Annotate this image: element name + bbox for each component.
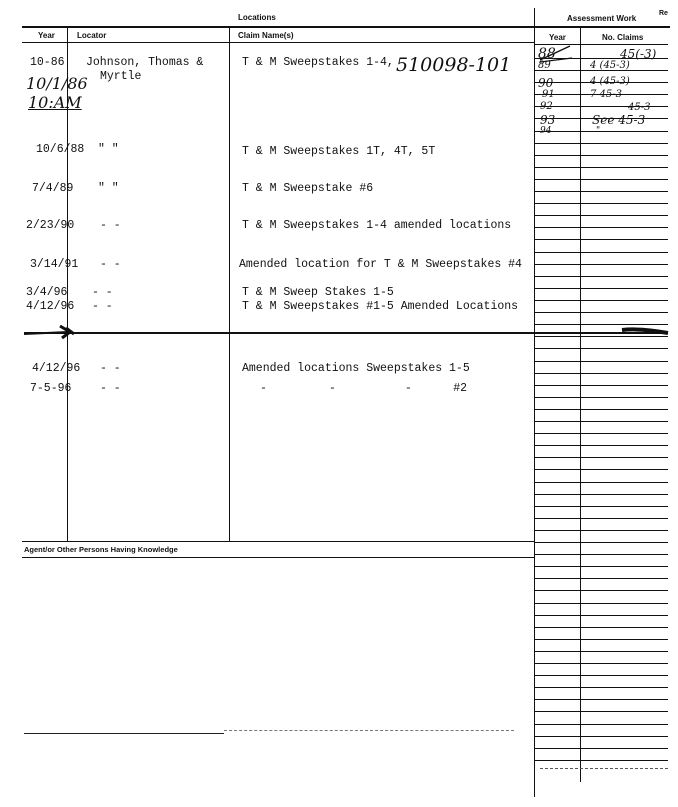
aw-rule-line <box>534 264 668 265</box>
aw-rule-line <box>534 215 668 216</box>
entry-7-claim: T & M Sweepstakes #1-5 Amended Locations <box>242 300 519 313</box>
aw-rule-line <box>534 566 668 567</box>
scan-artifact-dashes-2 <box>540 768 668 769</box>
top-rule <box>22 26 670 28</box>
aw-row-6-year: 93 <box>540 113 556 127</box>
aw-rule-line <box>534 143 668 144</box>
agents-label: Agent/or Other Persons Having Knowledge <box>24 545 178 554</box>
aw-rule-line <box>534 288 668 289</box>
aw-row-4-claims: 7 45-3 <box>590 89 623 100</box>
aw-rule-line <box>534 348 668 349</box>
aw-rule-line <box>534 457 668 458</box>
aw-rule-line <box>534 518 668 519</box>
aw-row-5-claims: 45-3 <box>628 102 651 113</box>
aw-rule-line <box>534 542 668 543</box>
aw-rule-line <box>534 227 668 228</box>
entry-3-locator: " " <box>98 182 119 195</box>
aw-rule-line <box>534 590 668 591</box>
entry-9-locator: - - <box>100 382 121 395</box>
aw-rule-line <box>534 469 668 470</box>
aw-rule-line <box>534 627 668 628</box>
aw-rule-line <box>534 252 668 253</box>
entry-4-locator: - - <box>100 219 121 232</box>
entry-1-date: 10-86 <box>30 56 65 69</box>
aw-scratch-mark <box>536 44 576 64</box>
entry-3-claim: T & M Sweepstake #6 <box>242 182 374 195</box>
entry-4-claim: T & M Sweepstakes 1-4 amended locations <box>242 219 512 232</box>
aw-rule-line <box>534 663 668 664</box>
scan-artifact-line <box>24 733 224 734</box>
aw-rule-line <box>534 603 668 604</box>
aw-rule-line <box>534 639 668 640</box>
entry-2-locator: " " <box>98 143 119 156</box>
aw-rule-line <box>534 131 668 132</box>
aw-row-1-year: 88 <box>538 46 556 62</box>
corner-mark: Re <box>659 10 668 17</box>
entry-5-locator: - - <box>100 258 121 271</box>
aw-rule-line <box>534 615 668 616</box>
scan-artifact-dashes <box>224 730 514 731</box>
entry-9-claim: - - - #2 <box>260 382 468 395</box>
aw-row-7-year: 94 <box>540 126 552 136</box>
claim-names-column-header: Claim Name(s) <box>238 31 294 40</box>
entry-9-date: 7-5-96 <box>30 382 72 395</box>
entry-6-locator: - - <box>92 286 113 299</box>
aw-rule-line <box>534 385 668 386</box>
aw-rule-line <box>534 239 668 240</box>
aw-row-1-claims: 45(-3) <box>620 47 657 61</box>
aw-rule-line <box>534 554 668 555</box>
entry-2-claim: T & M Sweepstakes 1T, 4T, 5T <box>242 145 436 158</box>
entry-5-date: 3/14/91 <box>30 258 79 271</box>
entry-6-claim: T & M Sweep Stakes 1-5 <box>242 286 394 299</box>
header-bottom-rule <box>22 42 534 43</box>
locator-column-header: Locator <box>77 31 107 40</box>
aw-rule-line <box>534 433 668 434</box>
aw-rule-line <box>534 530 668 531</box>
aw-year-claims-divider <box>580 27 581 782</box>
handwritten-time-note: 10:AM <box>28 93 82 112</box>
aw-row-4-year: 91 <box>542 89 555 100</box>
entry-3-date: 7/4/89 <box>32 182 74 195</box>
aw-rule-line <box>534 675 668 676</box>
locator-claim-divider <box>229 27 230 541</box>
aw-rule-line <box>534 760 668 761</box>
aw-year-column-header: Year <box>549 33 566 42</box>
aw-rule-line <box>534 155 668 156</box>
aw-rule-line <box>534 687 668 688</box>
agents-rule <box>22 557 534 558</box>
aw-rule-line <box>534 445 668 446</box>
aw-rule-line <box>534 482 668 483</box>
aw-row-5-year: 92 <box>540 101 553 112</box>
aw-rule-line <box>534 179 668 180</box>
entry-6-date: 3/4/96 <box>26 286 68 299</box>
aw-row-3-claims: 4 (45-3) <box>590 76 630 87</box>
header-divider <box>534 8 535 28</box>
aw-rule-line <box>534 724 668 725</box>
entry-2-date: 10/6/88 <box>36 143 85 156</box>
entry-1-claim: T & M Sweepstakes 1-4, <box>242 56 394 69</box>
aw-row-2-claims: 4 (45-3) <box>590 60 630 71</box>
aw-no-claims-column-header: No. Claims <box>602 33 644 42</box>
aw-rule-line <box>534 699 668 700</box>
aw-rule-line <box>534 312 668 313</box>
aw-rule-line <box>534 409 668 410</box>
aw-rule-line <box>534 421 668 422</box>
aw-row-6-claims: See 45-3 <box>592 113 646 127</box>
entry-1-locator-cont: Myrtle <box>100 70 142 83</box>
aw-rule-line <box>534 711 668 712</box>
aw-rule-line <box>534 191 668 192</box>
entry-7-date: 4/12/96 <box>26 300 75 313</box>
aw-rule-line <box>534 361 668 362</box>
entry-4-date: 2/23/90 <box>26 219 75 232</box>
aw-rule-line <box>534 324 668 325</box>
aw-rule-line <box>534 748 668 749</box>
aw-rule-line <box>534 167 668 168</box>
aw-rule-line <box>534 578 668 579</box>
aw-row-7-claims: " <box>596 126 601 136</box>
aw-rule-line <box>534 336 668 337</box>
entry-7-locator: - - <box>92 300 113 313</box>
section-separator <box>24 332 668 334</box>
aw-rule-line <box>534 373 668 374</box>
aw-rule-line <box>534 276 668 277</box>
aw-row-3-year: 90 <box>538 76 554 90</box>
handwritten-arrow-mark <box>22 318 82 342</box>
entry-8-claim: Amended locations Sweepstakes 1-5 <box>242 362 470 375</box>
entry-5-claim: Amended location for T & M Sweepstakes #4 <box>239 258 522 271</box>
aw-rule-line <box>534 494 668 495</box>
aw-rule-line <box>534 300 668 301</box>
locations-header: Locations <box>238 13 276 22</box>
aw-rule-line <box>534 506 668 507</box>
assessment-work-header: Assessment Work <box>567 14 637 23</box>
handwritten-date-note: 10/1/86 <box>26 74 88 93</box>
entry-1-locator: Johnson, Thomas & <box>86 56 204 69</box>
entry-8-date: 4/12/96 <box>32 362 81 375</box>
entry-8-locator: - - <box>100 362 121 375</box>
aw-row-2-year: 89 <box>538 60 551 71</box>
aw-rule-line <box>534 397 668 398</box>
handwritten-claim-number: 510098-101 <box>396 54 512 76</box>
year-column-header: Year <box>38 31 55 40</box>
aw-rule-line <box>534 203 668 204</box>
table-bottom-rule <box>22 541 534 542</box>
aw-rule-line <box>534 651 668 652</box>
aw-rule-line <box>534 736 668 737</box>
